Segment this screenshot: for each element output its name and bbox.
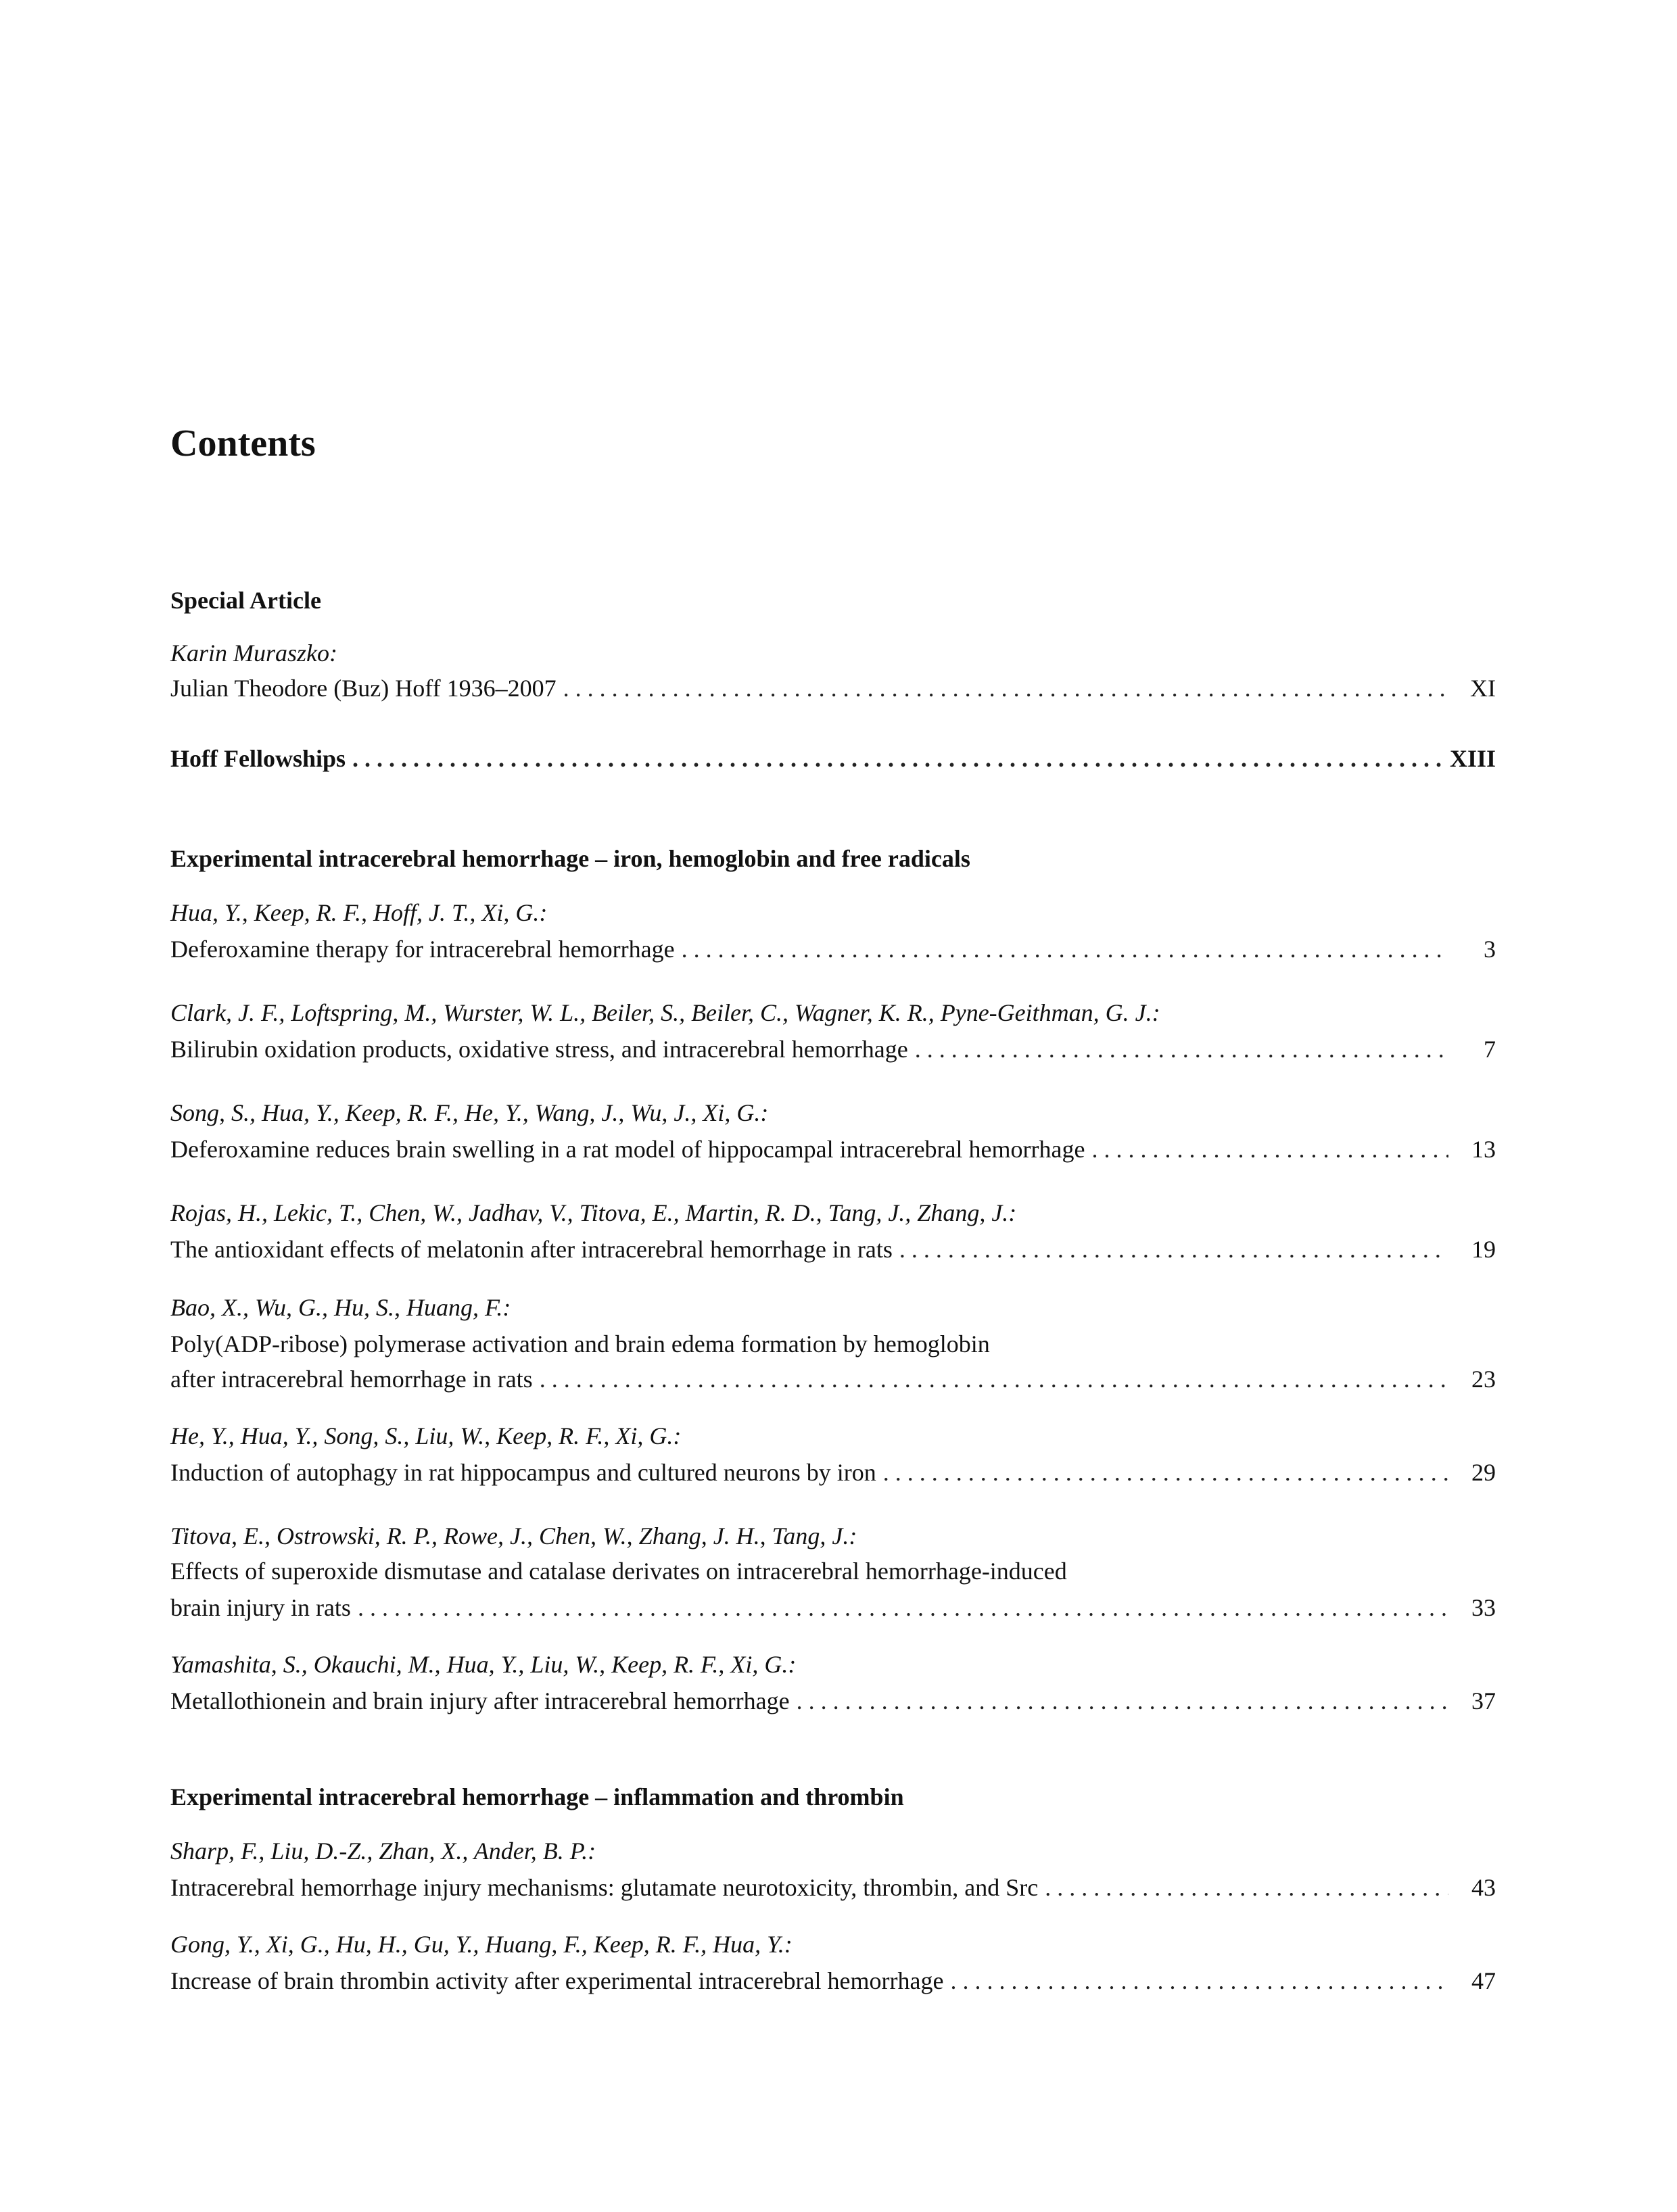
entry-title: Julian Theodore (Buz) Hoff 1936–2007 xyxy=(170,675,557,702)
entry-title: Hoff Fellowships xyxy=(170,745,346,772)
toc-entry[interactable] xyxy=(170,1875,1496,1900)
page-number: XI xyxy=(1470,675,1496,702)
section-heading-inflammation: Experimental intracerebral hemorrhage – inflammation and thrombin xyxy=(170,1783,904,1810)
toc-entry[interactable] xyxy=(170,1460,1496,1485)
entry-title: Increase of brain thrombin activity after experimental intracerebral hemorrhage xyxy=(170,1967,944,1994)
page-number: 23 xyxy=(1471,1366,1496,1393)
entry-authors: Sharp, F., Liu, D.-Z., Zhan, X., Ander, B. P.: xyxy=(170,1837,596,1865)
section-heading-iron: Experimental intracerebral hemorrhage – iron, hemoglobin and free radicals xyxy=(170,845,970,872)
leader-dots xyxy=(950,1969,1448,1993)
entry-title: Deferoxamine therapy for intracerebral hemorrhage xyxy=(170,936,675,963)
toc-entry[interactable] xyxy=(170,937,1496,961)
leader-dots xyxy=(797,1689,1448,1713)
page-number: XIII xyxy=(1449,745,1496,772)
toc-entry[interactable] xyxy=(170,1595,1496,1620)
toc-entry[interactable] xyxy=(170,1689,1496,1713)
page-number: 13 xyxy=(1471,1136,1496,1163)
page-title: Contents xyxy=(170,423,316,464)
page-number: 43 xyxy=(1471,1874,1496,1901)
entry-authors: Titova, E., Ostrowski, R. P., Rowe, J., Chen, W., Zhang, J. H., Tang, J.: xyxy=(170,1522,857,1549)
toc-entry[interactable] xyxy=(170,1969,1496,1993)
entry-title: Metallothionein and brain injury after intracerebral hemorrhage xyxy=(170,1687,790,1714)
leader-dots xyxy=(563,676,1448,700)
page-number: 37 xyxy=(1471,1687,1496,1714)
entry-title: Bilirubin oxidation products, oxidative stress, and intracerebral hemorrhage xyxy=(170,1036,908,1063)
entry-authors: Rojas, H., Lekic, T., Chen, W., Jadhav, V., Titova, E., Martin, R. D., Tang, J., Zhang, J.: xyxy=(170,1199,1017,1226)
entry-authors: Karin Muraszko: xyxy=(170,640,338,667)
entry-title-line: Poly(ADP-ribose) polymerase activation and brain edema formation by hemoglobin xyxy=(170,1330,990,1357)
entry-title: brain injury in rats xyxy=(170,1594,351,1621)
leader-dots xyxy=(1045,1875,1448,1900)
entry-title: Deferoxamine reduces brain swelling in a rat model of hippocampal intracerebral hemorrhage xyxy=(170,1136,1085,1163)
entry-authors: He, Y., Hua, Y., Song, S., Liu, W., Keep, R. F., Xi, G.: xyxy=(170,1422,682,1449)
leader-dots xyxy=(358,1595,1448,1620)
entry-authors: Yamashita, S., Okauchi, M., Hua, Y., Liu, W., Keep, R. F., Xi, G.: xyxy=(170,1651,797,1678)
leader-dots xyxy=(1091,1137,1448,1161)
toc-entry[interactable] xyxy=(170,1237,1496,1261)
toc-entry-fellowships[interactable] xyxy=(170,746,1496,771)
leader-dots xyxy=(883,1460,1448,1485)
leader-dots xyxy=(915,1037,1448,1061)
page-number: 29 xyxy=(1471,1459,1496,1486)
entry-title-line: Effects of superoxide dismutase and catalase derivates on intracerebral hemorrhage-induced xyxy=(170,1558,1067,1585)
entry-title: The antioxidant effects of melatonin after intracerebral hemorrhage in rats xyxy=(170,1236,893,1263)
section-heading-special: Special Article xyxy=(170,587,321,614)
toc-entry[interactable] xyxy=(170,1367,1496,1391)
toc-entry[interactable] xyxy=(170,1037,1496,1061)
toc-entry[interactable] xyxy=(170,1137,1496,1161)
page-number: 7 xyxy=(1484,1036,1496,1063)
entry-authors: Gong, Y., Xi, G., Hu, H., Gu, Y., Huang, F., Keep, R. F., Hua, Y.: xyxy=(170,1931,793,1958)
entry-authors: Bao, X., Wu, G., Hu, S., Huang, F.: xyxy=(170,1294,511,1321)
page-number: 47 xyxy=(1471,1967,1496,1994)
toc-entry-special[interactable] xyxy=(170,676,1496,700)
leader-dots xyxy=(540,1367,1448,1391)
page-number: 33 xyxy=(1471,1594,1496,1621)
leader-dots xyxy=(682,937,1448,961)
entry-authors: Clark, J. F., Loftspring, M., Wurster, W. L., Beiler, S., Beiler, C., Wagner, K. R., Pyne-Geithman, G. J.: xyxy=(170,999,1160,1026)
page-number: 3 xyxy=(1484,936,1496,963)
page-number: 19 xyxy=(1471,1236,1496,1263)
entry-title: after intracerebral hemorrhage in rats xyxy=(170,1366,533,1393)
entry-authors: Song, S., Hua, Y., Keep, R. F., He, Y., Wang, J., Wu, J., Xi, G.: xyxy=(170,1099,769,1126)
leader-dots xyxy=(352,746,1443,771)
leader-dots xyxy=(899,1237,1448,1261)
entry-title: Induction of autophagy in rat hippocampus and cultured neurons by iron xyxy=(170,1459,876,1486)
entry-authors: Hua, Y., Keep, R. F., Hoff, J. T., Xi, G.: xyxy=(170,899,548,926)
entry-title: Intracerebral hemorrhage injury mechanisms: glutamate neurotoxicity, thrombin, and Src xyxy=(170,1874,1039,1901)
